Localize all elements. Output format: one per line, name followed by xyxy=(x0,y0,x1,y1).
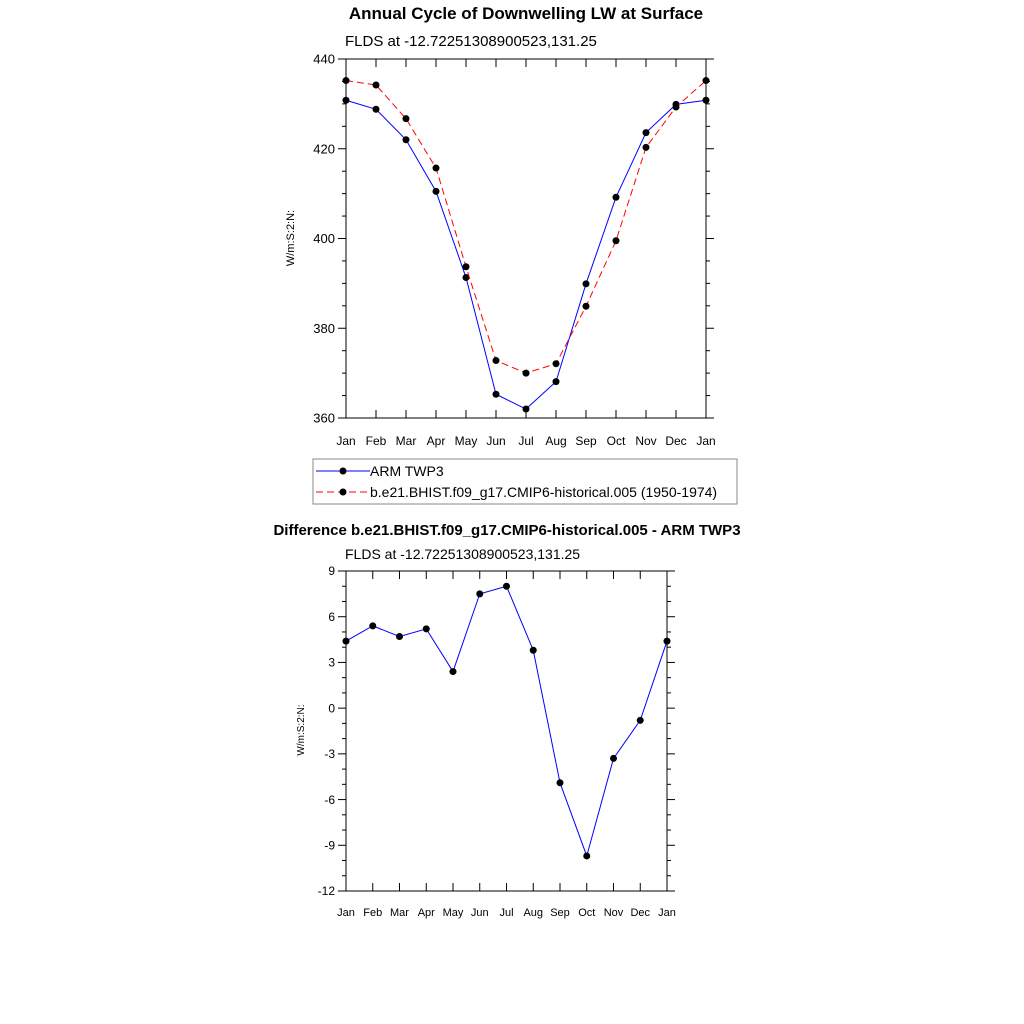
difference-ytick-label: -3 xyxy=(324,747,335,762)
annual-cycle-frame xyxy=(346,59,706,418)
difference-point-0 xyxy=(557,779,564,786)
annual-cycle-point-1 xyxy=(433,165,440,172)
difference-ytick-label: 0 xyxy=(328,701,335,716)
annual-cycle-point-1 xyxy=(493,357,500,364)
annual-cycle-point-1 xyxy=(553,360,560,367)
annual-cycle-point-0 xyxy=(583,280,590,287)
difference-xtick-label: Jul xyxy=(499,907,514,919)
difference-plot-area xyxy=(318,564,676,919)
annual-cycle-ytick-label: 420 xyxy=(313,141,335,157)
difference-point-0 xyxy=(583,852,590,859)
difference-point-0 xyxy=(476,590,483,597)
difference-ytick-label: -6 xyxy=(324,792,335,807)
annual-cycle-point-0 xyxy=(403,136,410,143)
legend-marker-model xyxy=(340,489,347,496)
annual-cycle-xtick-label: Nov xyxy=(635,434,657,448)
annual-cycle-xtick-label: Apr xyxy=(426,434,446,448)
annual-cycle-point-1 xyxy=(523,370,530,377)
legend xyxy=(313,459,737,504)
legend-entry-arm xyxy=(316,463,444,479)
annual-cycle-point-1 xyxy=(613,237,620,244)
annual-cycle-subtitle: FLDS at -12.72251308900523,131.25 xyxy=(345,33,597,50)
difference-xtick-label: Jan xyxy=(658,907,676,919)
annual-cycle-point-1 xyxy=(343,77,350,84)
difference-point-0 xyxy=(530,647,537,654)
difference-frame xyxy=(346,571,667,891)
annual-cycle-panel xyxy=(285,4,716,448)
annual-cycle-plot-area xyxy=(313,52,715,448)
annual-cycle-ytick-label: 360 xyxy=(313,410,335,426)
annual-cycle-point-0 xyxy=(373,106,380,113)
annual-cycle-xtick-label: Jan xyxy=(696,434,716,448)
annual-cycle-series-line-1 xyxy=(346,81,706,374)
annual-cycle-xtick-label: Dec xyxy=(665,434,687,448)
difference-point-0 xyxy=(450,668,457,675)
difference-panel xyxy=(273,522,740,919)
annual-cycle-point-1 xyxy=(373,82,380,89)
difference-xtick-label: Jun xyxy=(470,907,489,919)
annual-cycle-point-1 xyxy=(703,77,710,84)
annual-cycle-point-0 xyxy=(613,194,620,201)
difference-xtick-label: Mar xyxy=(390,907,409,919)
difference-ytick-label: 6 xyxy=(328,609,335,624)
annual-cycle-ytick-label: 400 xyxy=(313,231,335,247)
annual-cycle-ytick-label: 440 xyxy=(313,51,335,67)
annual-cycle-xtick-label: Mar xyxy=(395,434,417,448)
difference-point-0 xyxy=(423,625,430,632)
difference-ytick-label: -12 xyxy=(317,884,335,899)
difference-ytick-label: -9 xyxy=(324,838,335,853)
difference-point-0 xyxy=(664,638,671,645)
legend-marker-arm xyxy=(340,468,347,475)
annual-cycle-point-0 xyxy=(703,97,710,104)
difference-xtick-label: Oct xyxy=(578,907,596,919)
legend-label-arm: ARM TWP3 xyxy=(370,463,444,479)
annual-cycle-point-1 xyxy=(583,303,590,310)
difference-point-0 xyxy=(369,622,376,629)
difference-point-0 xyxy=(637,717,644,724)
annual-cycle-point-0 xyxy=(433,188,440,195)
legend-label-model: b.e21.BHIST.f09_g17.CMIP6-historical.005 (1950-1974) xyxy=(370,484,718,500)
annual-cycle-point-0 xyxy=(553,378,560,385)
difference-xtick-label: Dec xyxy=(630,907,651,919)
difference-xtick-label: Jan xyxy=(337,907,355,919)
difference-xtick-label: May xyxy=(442,907,464,919)
annual-cycle-point-1 xyxy=(643,144,650,151)
difference-xtick-label: Feb xyxy=(363,907,383,919)
annual-cycle-xtick-label: Jan xyxy=(336,434,356,448)
difference-point-0 xyxy=(503,583,510,590)
annual-cycle-xtick-label: Jul xyxy=(518,434,534,448)
annual-cycle-point-0 xyxy=(523,406,530,413)
annual-cycle-xtick-label: Aug xyxy=(545,434,567,448)
annual-cycle-series-line-0 xyxy=(346,100,706,409)
difference-xtick-label: Nov xyxy=(603,907,624,919)
legend-entry-model xyxy=(316,484,717,500)
difference-xtick-label: Apr xyxy=(417,907,435,919)
difference-point-0 xyxy=(396,633,403,640)
difference-ytick-label: 9 xyxy=(328,564,335,579)
difference-xtick-label: Aug xyxy=(523,907,544,919)
annual-cycle-point-1 xyxy=(673,104,680,111)
difference-title: Difference b.e21.BHIST.f09_g17.CMIP6-historical.005 - ARM TWP3 xyxy=(273,522,741,539)
annual-cycle-point-1 xyxy=(463,263,470,270)
difference-ylabel: W/m:S:2:N: xyxy=(296,704,307,756)
annual-cycle-xtick-label: Feb xyxy=(365,434,387,448)
annual-cycle-ylabel: W/m:S:2:N: xyxy=(285,209,297,267)
annual-cycle-title: Annual Cycle of Downwelling LW at Surface xyxy=(348,4,704,23)
annual-cycle-xtick-label: Oct xyxy=(606,434,626,448)
difference-xtick-label: Sep xyxy=(550,907,570,919)
annual-cycle-point-0 xyxy=(493,391,500,398)
annual-cycle-point-1 xyxy=(403,115,410,122)
annual-cycle-xtick-label: Sep xyxy=(575,434,597,448)
annual-cycle-ytick-label: 380 xyxy=(313,320,335,336)
annual-cycle-point-0 xyxy=(343,97,350,104)
difference-subtitle: FLDS at -12.72251308900523,131.25 xyxy=(345,546,581,562)
annual-cycle-xtick-label: Jun xyxy=(486,434,506,448)
difference-series-line-0 xyxy=(346,586,667,856)
difference-point-0 xyxy=(610,755,617,762)
annual-cycle-xtick-label: May xyxy=(454,434,478,448)
annual-cycle-point-0 xyxy=(643,129,650,136)
difference-ytick-label: 3 xyxy=(328,655,335,670)
difference-point-0 xyxy=(343,638,350,645)
